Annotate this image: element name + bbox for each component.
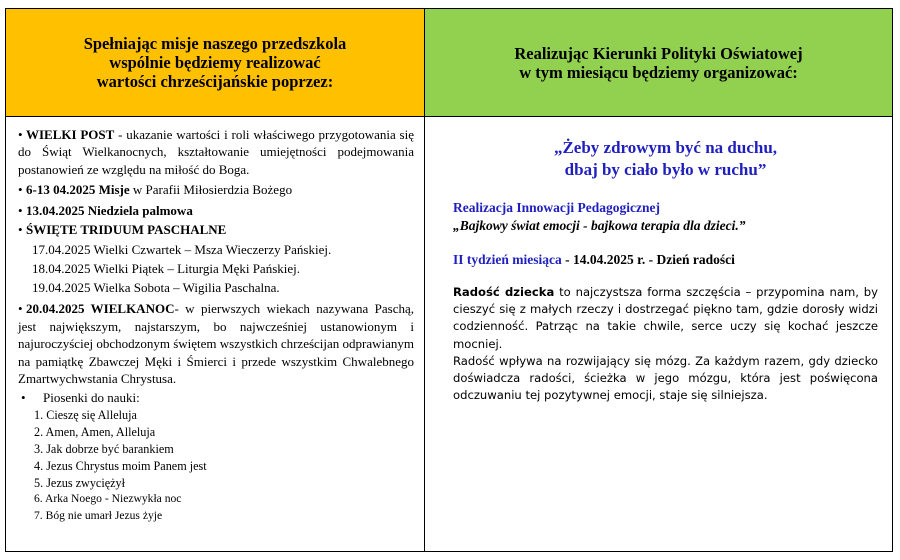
triduum-day: 18.04.2025 Wielki Piątek – Liturgia Męki Pańskiej.: [32, 261, 300, 277]
motto: [453, 137, 878, 181]
right-header: [425, 9, 892, 117]
song-item: 5. Jezus zwyciężył: [34, 475, 126, 490]
item-text: - w pierwszych wiekach nazywana Paschą, jest największym, najstarszym, bo najwcześniej ustanowionym i najuroczyściej obchodzonym świętem wszystkich chrześcijan odprawianym na pamiątkę Zbawczej Męki i Śmierci i przede wszystkim Chwalebnego Zmartwychwstania Chrystusa.: [18, 301, 415, 387]
song-item: 3. Jak dobrze być barankiem: [34, 442, 174, 457]
innovation-title: Realizacja Innowacji Pedagogicznej: [453, 200, 660, 215]
right-column: [425, 117, 892, 551]
list-item-easter: [18, 300, 414, 387]
week-label: II tydzień miesiąca: [453, 252, 562, 267]
songs-list: [18, 407, 414, 525]
calendar-table: [5, 8, 893, 552]
song-item: 4. Jezus Chrystus moim Panem jest: [34, 458, 207, 473]
right-header-line: Realizując Kierunki Polityki Oświatowej: [514, 43, 803, 63]
week-heading: [453, 251, 878, 269]
item-title: 13.04.2025 Niedziela palmowa: [26, 202, 193, 218]
left-header-line: Spełniając misje naszego przedszkola: [83, 34, 347, 53]
list-item-palm-sunday: [18, 202, 414, 219]
left-header-line: wartości chrześcijańskie poprzez:: [96, 72, 334, 91]
bullet-icon: •: [18, 202, 23, 218]
list-item-triduum: [18, 221, 414, 238]
list-item-lent: [18, 126, 414, 178]
motto-line: „Żeby zdrowym być na duchu,: [553, 138, 778, 157]
joy-paragraph: [453, 284, 878, 353]
item-title: 20.04.2025 WIELKANOC: [26, 301, 175, 317]
bullet-icon: •: [18, 182, 23, 198]
item-text: - ukazanie wartości i roli właściwego przygotowania się do Świąt Wielkanocnych, kształtowanie umiejętności podejmowania postanowień ze względu na miłość do Boga.: [18, 127, 414, 177]
bullet-icon: •: [18, 222, 23, 238]
triduum-day: 19.04.2025 Wielka Sobota – Wigilia Paschalna.: [32, 280, 280, 296]
song-item: 2. Amen, Amen, Alleluja: [34, 425, 156, 440]
item-title: WIELKI POST: [26, 127, 115, 142]
item-title: 6-13 04.2025 Misje: [26, 182, 130, 198]
innovation-name: „Bajkowy świat emocji - bajkowa terapia dla dzieci.”: [453, 218, 746, 233]
songs-heading: [18, 389, 414, 407]
left-column: [6, 117, 425, 551]
left-header: [6, 9, 425, 117]
list-item-missions: [18, 181, 414, 198]
bullet-icon: •: [21, 390, 26, 406]
bullet-icon: •: [18, 301, 23, 317]
right-header-line: w tym miesiącu będziemy organizować:: [519, 62, 798, 82]
item-text: w Parafii Miłosierdzia Bożego: [129, 182, 293, 198]
songs-label: Piosenki do nauki:: [43, 390, 140, 406]
week-date: - 14.04.2025 r. - Dzień radości: [561, 252, 735, 267]
joy-bold: Radość dziecka: [453, 285, 555, 299]
song-item: 7. Bóg nie umarł Jezus żyje: [34, 509, 163, 523]
joy-text: to najczystsza forma szczęścia – przypomina nam, by cieszyć się z małych rzeczy i dostrzegać piękno tam, gdzie dorosły widzi codzienność. Patrząc na takie chwile, serce uczy się kochać jeszcze mocniej.: [453, 285, 878, 351]
motto-line: dbaj by ciało było w ruchu”: [564, 160, 767, 179]
song-item: 6. Arka Noego - Niezwykła noc: [34, 492, 182, 506]
item-title: ŚWIĘTE TRIDUUM PASCHALNE: [26, 222, 227, 238]
left-header-line: wspólnie będziemy realizować: [109, 53, 321, 72]
triduum-day: 17.04.2025 Wielki Czwartek – Msza Wieczerzy Pańskiej.: [32, 242, 332, 258]
bullet-icon: •: [18, 127, 23, 142]
song-item: 1. Cieszę się Alleluja: [34, 408, 137, 423]
brain-paragraph: Radość wpływa na rozwijający się mózg. Za każdym razem, gdy dziecko doświadcza radości, ścieżka w jego mózgu, która jest poświęcona odczuwaniu tej pozytywnej emocji, staje się silniejsza.: [453, 353, 878, 403]
